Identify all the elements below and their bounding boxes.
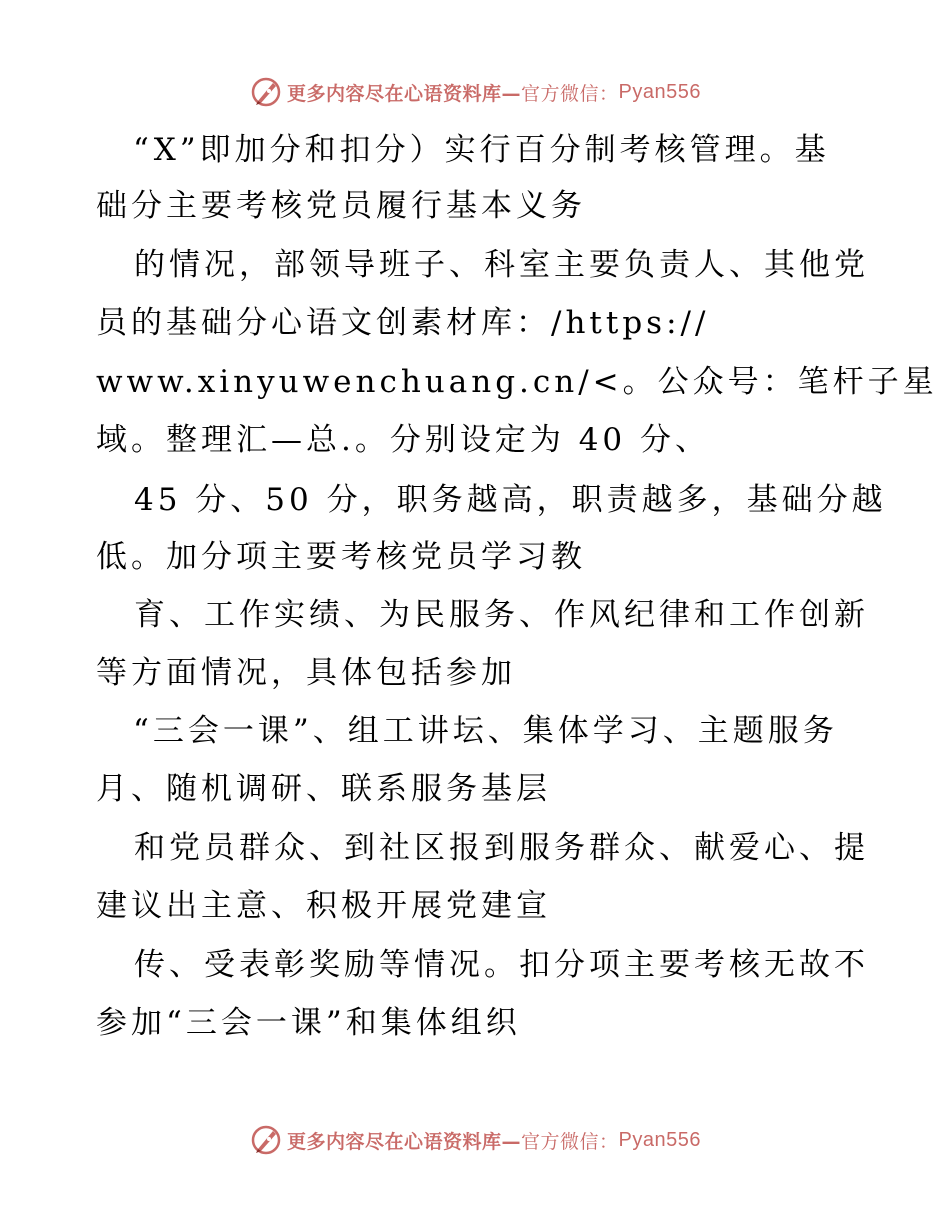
text-line: 低。加分项主要考核党员学习教 [96,539,586,575]
text-line: 建议出主意、积极开展党建宣 [96,888,551,924]
watermark-contact-handle: Pyan556 [618,80,701,103]
text-line: 月、随机调研、联系服务基层 [96,771,551,807]
text-line: “X”即加分和扣分）实行百分制考核管理。基 [133,132,830,168]
text-line: 育、工作实绩、为民服务、作风纪律和工作创新 [134,597,869,633]
text-line: www.xinyuwenchuang.cn/<。公众号：笔杆子星 [96,364,938,400]
watermark-contact-label: 官方微信： [521,82,619,105]
text-line: 等方面情况，具体包括参加 [96,655,516,691]
text-line: 础分主要考核党员履行基本义务 [96,188,586,224]
watermark-contact-handle: Pyan556 [618,1128,701,1151]
text-line: 的情况，部领导班子、科室主要负责人、其他党 [134,247,869,283]
footer-watermark [0,1120,950,1160]
watermark-site-text: 更多内容尽在心语资料库— [287,82,522,105]
text-line: 员的基础分心语文创素材库：/https:// [96,305,710,341]
text-line: 和党员群众、到社区报到服务群众、献爱心、提 [134,830,869,866]
pen-logo-icon [249,1123,283,1157]
text-line: “三会一课”、组工讲坛、集体学习、主题服务 [133,713,838,749]
watermark-contact-label: 官方微信： [521,1130,619,1153]
watermark-site-text: 更多内容尽在心语资料库— [287,1130,522,1153]
text-line: 传、受表彰奖励等情况。扣分项主要考核无故不 [134,947,869,983]
text-line: 域。整理汇—总.。分别设定为 40 分、 [96,422,711,458]
text-line: 45 分、50 分，职务越高，职责越多，基础分越 [134,482,887,518]
text-line: 参加“三会一课”和集体组织 [96,1005,521,1041]
